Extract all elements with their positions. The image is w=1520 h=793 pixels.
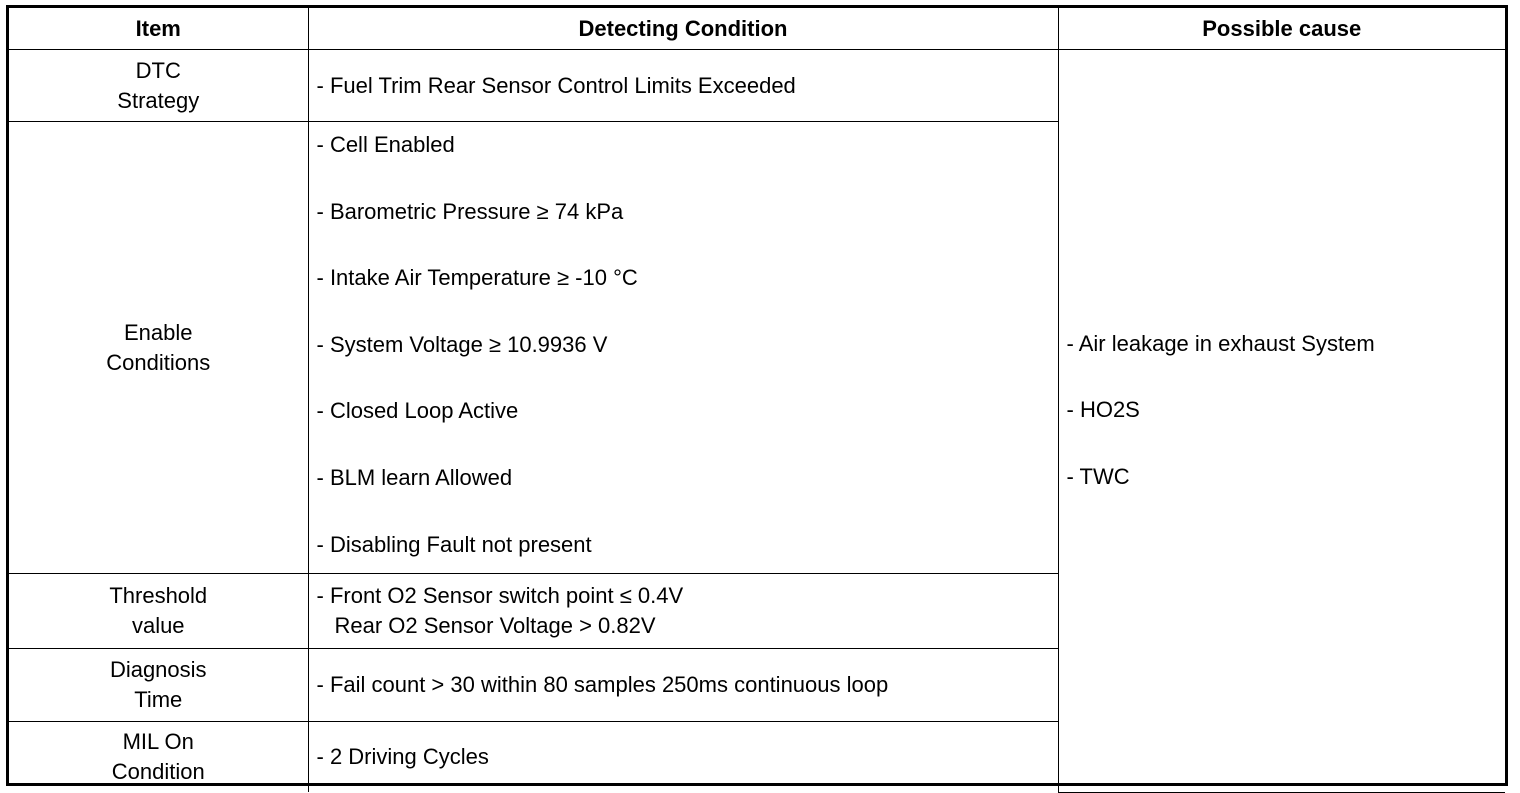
condition-mil (308, 722, 1058, 793)
item-threshold-value (9, 574, 308, 649)
header-item: Item (9, 8, 308, 50)
dtc-table-frame (6, 5, 1508, 786)
item-label-line: Strategy (117, 87, 200, 113)
possible-cause-item: - Air leakage in exhaust System (1066, 330, 1375, 356)
condition-text: - Disabling Fault not present (316, 531, 592, 557)
possible-cause-item: - TWC (1066, 464, 1130, 490)
condition-diagnosis (308, 649, 1058, 722)
condition-text: - Front O2 Sensor switch point ≤ 0.4V (316, 583, 684, 608)
condition-threshold (308, 574, 1058, 649)
condition-text: - Fail count > 30 within 80 samples 250ms continuous loop (316, 672, 889, 697)
item-label-line: Enable (123, 319, 193, 345)
header-possible-cause: Possible cause (1058, 8, 1505, 50)
condition-text: - Closed Loop Active (316, 398, 519, 424)
item-label-line: Time (134, 687, 183, 712)
item-label-line: MIL On (122, 729, 194, 754)
item-label-line: value (131, 613, 185, 638)
condition-text: - Cell Enabled (316, 132, 455, 157)
item-label-line: Diagnosis (109, 657, 207, 682)
possible-cause-cell (1058, 50, 1505, 793)
item-label-line: Threshold (109, 583, 208, 608)
condition-text: Rear O2 Sensor Voltage > 0.82V (334, 613, 656, 638)
item-label-line: Conditions (106, 349, 211, 375)
item-mil-on-condition (9, 722, 308, 793)
item-enable-conditions (9, 122, 308, 574)
condition-text: - Intake Air Temperature ≥ -10 °C (316, 265, 638, 291)
header-detecting-condition: Detecting Condition (308, 8, 1058, 50)
condition-dtc-strategy (308, 50, 1058, 122)
header-row (9, 8, 1505, 50)
item-label-line: Condition (111, 759, 205, 784)
item-diagnosis-time (9, 649, 308, 722)
item-dtc-strategy (9, 50, 308, 122)
condition-text: - System Voltage ≥ 10.9936 V (316, 331, 608, 357)
item-label-line: DTC (135, 57, 181, 83)
condition-text: - Fuel Trim Rear Sensor Control Limits Exceeded (316, 72, 796, 98)
condition-text: - Barometric Pressure ≥ 74 kPa (316, 198, 624, 224)
dtc-table (9, 8, 1505, 793)
table-row-dtc-strategy (9, 50, 1505, 122)
condition-text: - BLM learn Allowed (316, 464, 513, 490)
condition-enable-list (308, 122, 1058, 574)
possible-cause-list (1067, 329, 1506, 529)
possible-cause-item: - HO2S (1066, 397, 1140, 423)
condition-text: - 2 Driving Cycles (316, 744, 489, 769)
